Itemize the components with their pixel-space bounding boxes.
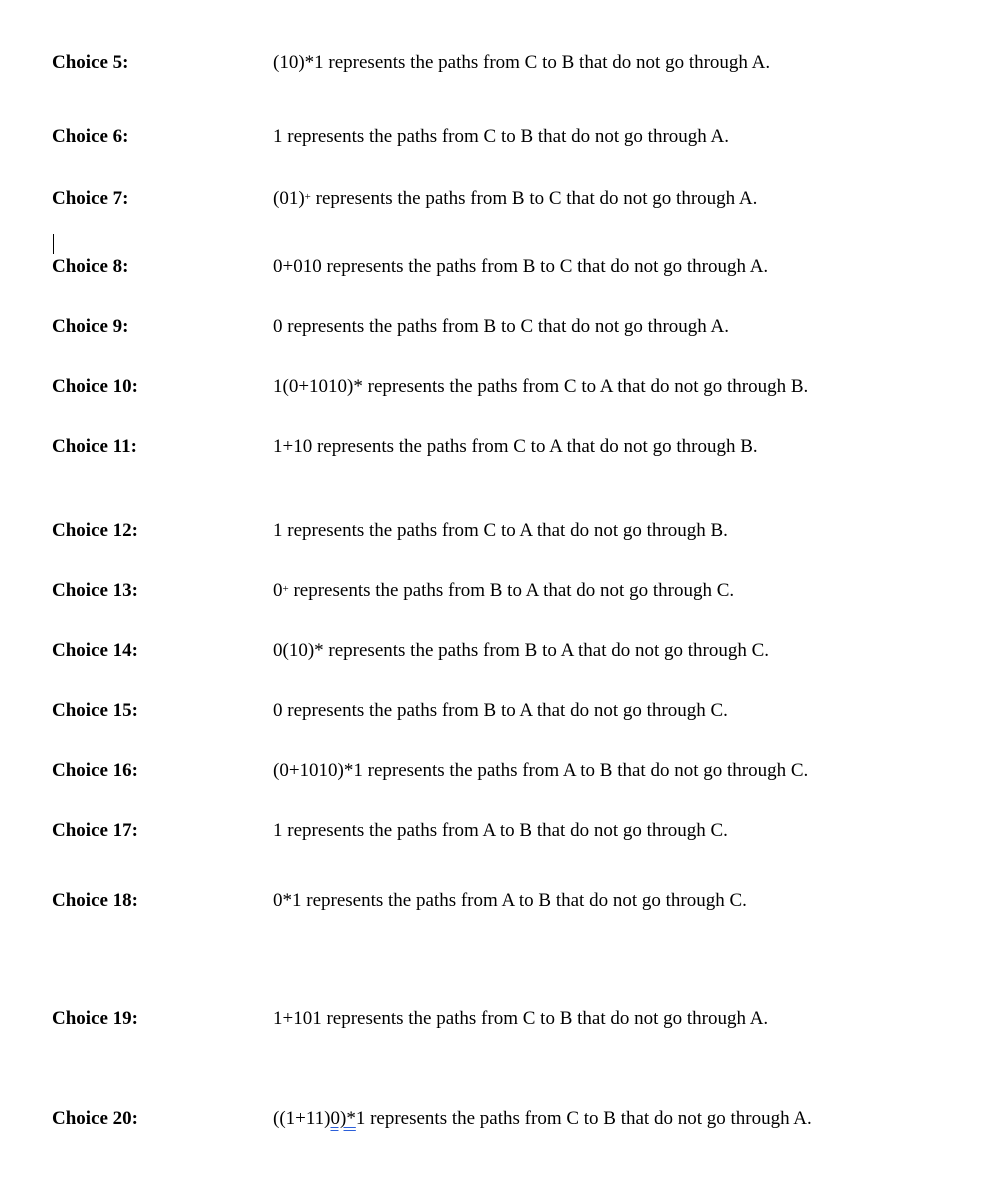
choice-expression: (01) (273, 188, 305, 209)
choice-description: represents the paths from C to A that do not go through B. (362, 376, 809, 397)
choice-statement (273, 187, 757, 211)
choice-description: represents the paths from C to B that do not go through A. (282, 126, 729, 147)
choice-statement (273, 375, 808, 399)
choice-description: represents the paths from B to C that do not go through A. (321, 256, 769, 277)
choice-statement (273, 889, 747, 913)
choice-expression: ((1+11) (273, 1108, 331, 1129)
choice-description: represents the paths from B to A that do not go through C. (288, 580, 735, 601)
choice-label: Choice 5: (52, 52, 129, 73)
choice-expression: 1(0+1010)* (273, 376, 363, 397)
superscript-plus: + (282, 583, 289, 595)
choice-expression: 1 (273, 126, 283, 147)
choice-row (0, 759, 984, 783)
choice-statement (273, 759, 808, 783)
choice-row (0, 315, 984, 339)
choice-expression: 0*1 (273, 890, 302, 911)
choice-label: Choice 18: (52, 890, 139, 911)
choice-expression: 0(10)* (273, 640, 324, 661)
choice-expression: 0 (273, 316, 283, 337)
choice-expression: 0+010 (273, 256, 322, 277)
choice-label: Choice 13: (52, 580, 139, 601)
choice-statement (273, 51, 770, 75)
choice-row (0, 519, 984, 543)
choice-row (0, 1007, 984, 1031)
choice-statement (273, 1007, 768, 1031)
choice-statement (273, 819, 728, 843)
choice-label: Choice 10: (52, 376, 139, 397)
choice-label: Choice 7: (52, 188, 129, 209)
choice-label: Choice 19: (52, 1008, 139, 1029)
choice-row (0, 125, 984, 149)
choice-description: represents the paths from B to A that do not go through C. (282, 700, 728, 721)
choice-row (0, 1107, 984, 1131)
choice-description: represents the paths from B to C that do not go through A. (282, 316, 729, 337)
choice-expression: (0+1010)*1 (273, 760, 363, 781)
choice-row (0, 819, 984, 843)
choice-description: represents the paths from A to B that do not go through C. (301, 890, 747, 911)
choice-row (0, 435, 984, 459)
choice-description: represents the paths from C to B that do not go through A. (321, 1008, 769, 1029)
choice-expression: 1+101 (273, 1008, 322, 1029)
choice-statement (273, 435, 758, 459)
choice-row (0, 639, 984, 663)
grammar-flag[interactable]: 0)* (330, 1108, 356, 1129)
choice-row (0, 579, 984, 603)
choice-description: represents the paths from C to A that do not go through B. (312, 436, 758, 457)
choice-expression: 0 (273, 580, 283, 601)
choice-row (0, 51, 984, 75)
choice-row (0, 255, 984, 279)
choice-statement (273, 579, 734, 603)
choice-label: Choice 17: (52, 820, 139, 841)
choice-description: represents the paths from B to A that do not go through C. (323, 640, 770, 661)
choice-description: represents the paths from A to B that do not go through C. (282, 820, 728, 841)
choice-row (0, 187, 984, 211)
choice-expression-end: 1 (355, 1108, 366, 1129)
choice-statement (273, 125, 729, 149)
choice-expression: 1 (273, 520, 283, 541)
choice-row (0, 889, 984, 913)
choice-statement (273, 255, 768, 279)
choice-expression: (10)*1 (273, 52, 324, 73)
choice-label: Choice 20: (52, 1108, 139, 1129)
choice-expression: 1 (273, 820, 283, 841)
choice-label: Choice 6: (52, 126, 129, 147)
choice-description: represents the paths from C to B that do not go through A. (323, 52, 771, 73)
text-cursor (53, 234, 54, 254)
choice-statement (273, 639, 769, 663)
choice-description: represents the paths from C to A that do not go through B. (282, 520, 728, 541)
choice-label: Choice 15: (52, 700, 139, 721)
choice-expression: 0 (273, 700, 283, 721)
choice-statement (273, 1107, 812, 1131)
choice-row (0, 375, 984, 399)
choice-label: Choice 11: (52, 436, 137, 457)
choice-label: Choice 14: (52, 640, 139, 661)
choice-description: represents the paths from A to B that do not go through C. (362, 760, 809, 781)
choice-label: Choice 9: (52, 316, 129, 337)
choice-statement (273, 315, 729, 339)
choice-row (0, 699, 984, 723)
choice-statement (273, 519, 728, 543)
choice-statement (273, 699, 728, 723)
choice-label: Choice 8: (52, 256, 129, 277)
choice-label: Choice 12: (52, 520, 139, 541)
choice-label: Choice 16: (52, 760, 139, 781)
choice-expression: 1+10 (273, 436, 313, 457)
choice-description: represents the paths from C to B that do not go through A. (365, 1108, 812, 1129)
superscript-plus: + (304, 191, 311, 203)
choice-description: represents the paths from B to C that do not go through A. (310, 188, 758, 209)
